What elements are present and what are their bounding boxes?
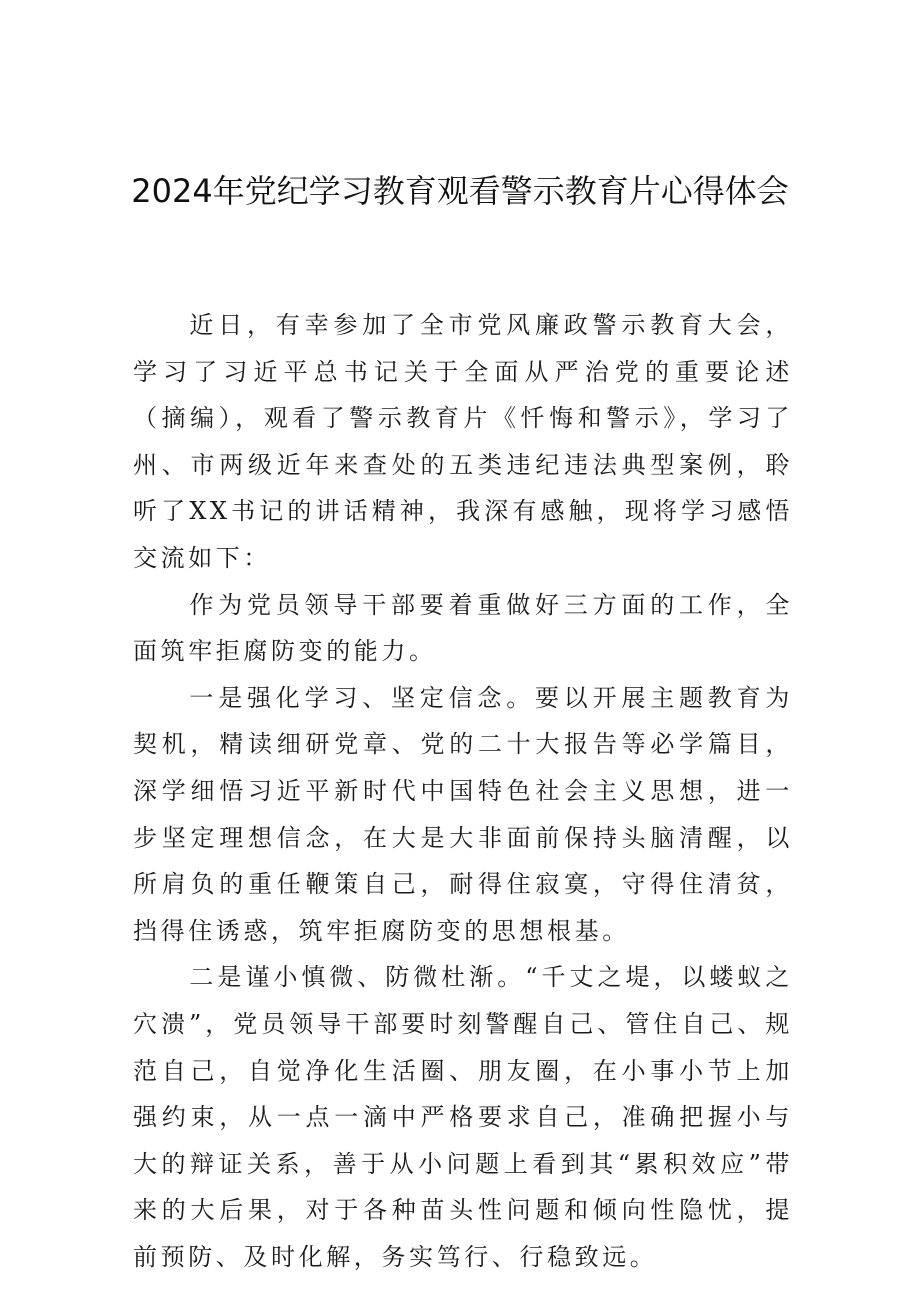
document-body <box>133 302 793 1280</box>
paragraph-overview: 作为党员领导干部要着重做好三方面的工作，全面筑牢拒腐防变的能力。 <box>133 590 793 666</box>
document-title: 2024年党纪学习教育观看警示教育片心得体会 <box>131 172 789 210</box>
paragraph-intro: 近日，有幸参加了全市党风廉政警示教育大会，学习了习近平总书记关于全面从严治党的重要论述（摘编），观看了警示教育片《忏悔和警示》，学习了州、市两级近年来查处的五类违纪违法典型案例，聆听了XX书记的讲话精神，我深有感触，现将学习感悟交流如下： <box>133 311 793 572</box>
paragraph-point-one: 一是强化学习、坚定信念。要以开展主题教育为契机，精读细研党章、党的二十大报告等必学篇目，深学细悟习近平新时代中国特色社会主义思想，进一步坚定理想信念，在大是大非面前保持头脑清醒，以所肩负的重任鞭策自己，耐得住寂寞，守得住清贫，挡得住诱惑，筑牢拒腐防变的思想根基。 <box>133 683 793 945</box>
paragraph-point-two: 二是谨小慎微、防微杜渐。“千丈之堤，以蝼蚁之穴溃”，党员领导干部要时刻警醒自己、管住自己、规范自己，自觉净化生活圈、朋友圈，在小事小节上加强约束，从一点一滴中严格要求自己，准确把握小与大的辩证关系，善于从小问题上看到其“累积效应”带来的大后果，对于各种苗头性问题和倾向性隐忧，提前预防、及时化解，务实笃行、行稳致远。 <box>133 963 793 1271</box>
